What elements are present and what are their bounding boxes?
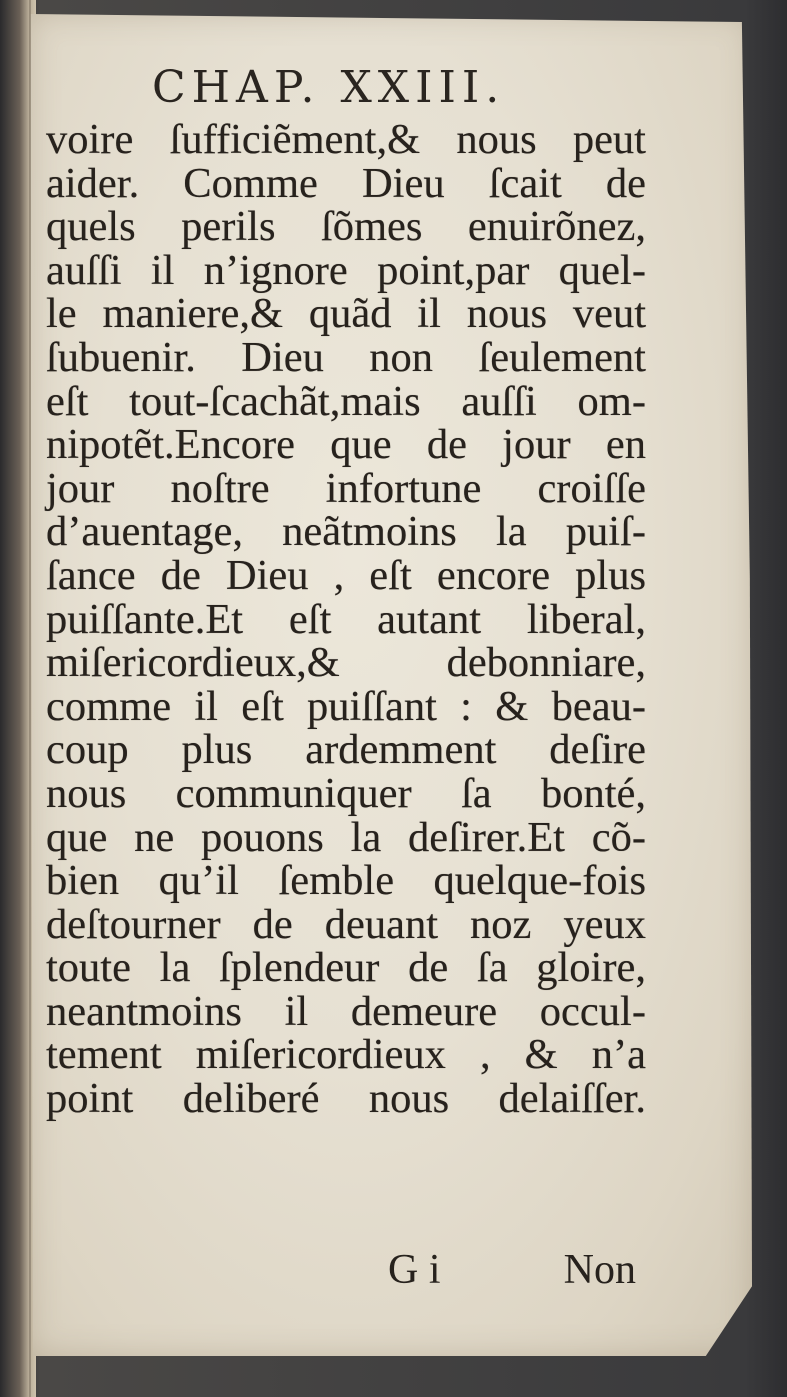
text-line: que ne pouons la deſirer.Et cõ-	[46, 813, 646, 861]
text-line: aider. Comme Dieu ſcait de	[46, 159, 646, 207]
text-line: auſſi il n’ignore point,par quel-	[46, 246, 646, 294]
text-line: nipotẽt.Encore que de jour en	[46, 421, 646, 469]
text-line: tement miſericordieux , & n’a	[46, 1031, 646, 1079]
catchword: Non	[563, 1247, 636, 1293]
text-line: puiſſante.Et eſt autant liberal,	[46, 595, 646, 643]
text-line: nous communiquer ſa bonté,	[46, 769, 646, 817]
text-line: toute la ſplendeur de ſa gloire,	[46, 944, 646, 992]
text-line: ſubuenir. Dieu non ſeulement	[46, 333, 646, 381]
text-line: eſt tout-ſcachãt,mais auſſi om-	[46, 377, 646, 425]
text-line: comme il eſt puiſſant : & beau-	[46, 682, 646, 730]
text-line: miſericordieux,& debonniare,	[46, 639, 646, 687]
text-line: voire ſufficiẽment,& nous peut	[46, 116, 646, 163]
page-foot	[388, 1246, 636, 1294]
text-line: d’auentage, neãtmoins la puiſ-	[46, 508, 646, 556]
text-line: coup plus ardemment deſire	[46, 726, 646, 774]
text-line: neantmoins il demeure occul-	[46, 987, 646, 1035]
text-line: quels perils ſõmes enuirõnez,	[46, 203, 646, 251]
text-line: deſtourner de deuant noz yeux	[46, 900, 646, 948]
text-line: jour noſtre infortune croiſſe	[46, 464, 646, 512]
text-line: bien qu’il ſemble quelque-fois	[46, 857, 646, 905]
text-line: le maniere,& quãd il nous veut	[46, 290, 646, 338]
running-head: CHAP. XXIII.	[152, 62, 506, 113]
body-text	[46, 118, 646, 1121]
gutter-line	[29, 0, 31, 1397]
text-line: point deliberé nous delaiſſer.	[46, 1075, 646, 1123]
signature-mark: G i	[388, 1247, 441, 1293]
text-line: ſance de Dieu , eſt encore plus	[46, 551, 646, 599]
